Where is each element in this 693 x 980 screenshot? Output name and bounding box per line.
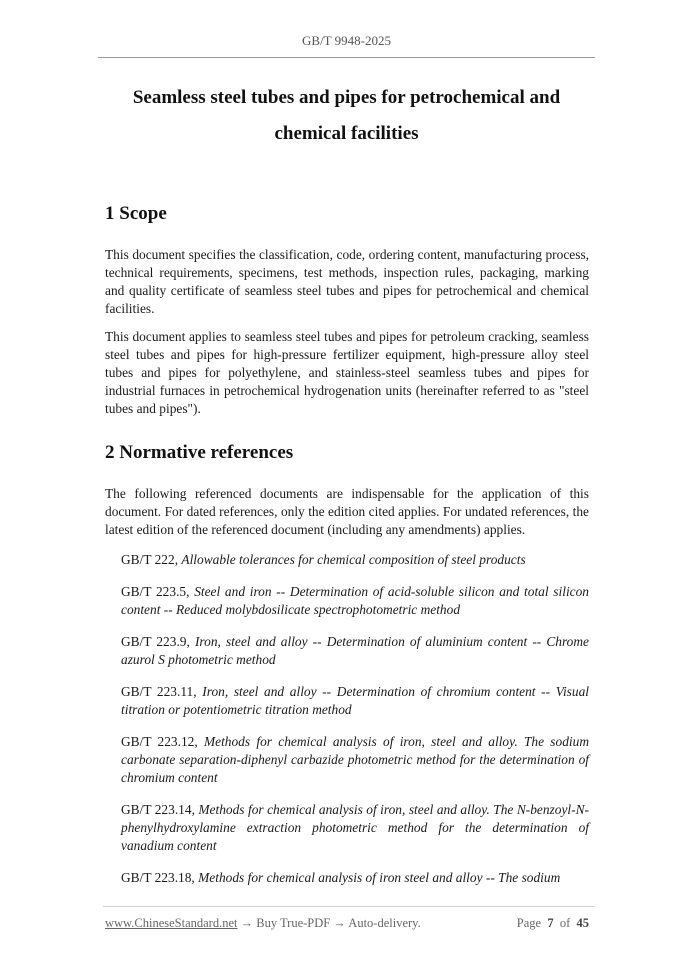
reference-code: GB/T 223.14,: [121, 802, 199, 817]
reference-code: GB/T 223.18,: [121, 870, 199, 885]
reference-title: Methods for chemical analysis of iron steel and alloy -- The sodium: [198, 870, 561, 885]
title-line-1: Seamless steel tubes and pipes for petrochemical and: [132, 87, 561, 108]
page-total: 45: [576, 916, 589, 930]
normative-intro-paragraph: The following referenced documents are indispensable for the application of this document. For dated references, only the edition cited applies. For undated references, the latest edition of the referenced document (including any amendments) applies.: [105, 486, 589, 537]
reference-code: GB/T 223.11,: [121, 684, 203, 699]
reference-code: GB/T 223.12,: [121, 734, 204, 749]
reference-title: Methods for chemical analysis of iron, steel and alloy. The N-benzoyl-N-phenylhydroxylamine extraction photometric method for the determination of vanadium content: [121, 802, 589, 853]
document-body: [105, 202, 589, 901]
page-label: Page: [516, 916, 542, 930]
section-normative-references: [105, 441, 589, 887]
scope-paragraph-1: This document specifies the classification, code, ordering content, manufacturing process, technical requirements, specimens, test methods, inspection rules, packaging, marking and quality certificate of seamless steel tubes and pipes for petrochemical and chemical facilities.: [105, 247, 589, 316]
footer-promo-text: → Buy True-PDF → Auto-delivery.: [237, 916, 421, 930]
section-scope: [105, 202, 589, 418]
reference-item: [121, 551, 589, 569]
chinesestandard-link[interactable]: www.ChineseStandard.net: [105, 916, 238, 930]
header-divider: [98, 57, 595, 58]
reference-code: GB/T 223.9,: [121, 634, 195, 649]
title-line-2: chemical facilities: [274, 123, 419, 144]
reference-item: [121, 801, 589, 855]
reference-code: GB/T 222,: [121, 552, 182, 567]
page-indicator: [517, 916, 589, 931]
reference-code: GB/T 223.5,: [121, 584, 195, 599]
section-heading-scope: 1 Scope: [105, 203, 167, 224]
reference-item: [121, 683, 589, 719]
reference-item: [121, 869, 589, 887]
reference-title: Iron, steel and alloy -- Determination of chromium content -- Visual titration or potentiometric titration method: [121, 684, 589, 717]
document-title: [98, 80, 595, 152]
reference-title: Allowable tolerances for chemical composition of steel products: [181, 552, 526, 567]
reference-title: Methods for chemical analysis of iron, steel and alloy. The sodium carbonate separation-diphenyl carbazide photometric method for the determination of chromium content: [121, 734, 589, 785]
running-header: GB/T 9948-2025: [302, 33, 391, 48]
page-of-label: of: [559, 916, 571, 930]
scope-paragraph-2: This document applies to seamless steel tubes and pipes for petroleum cracking, seamless steel tubes and pipes for high-pressure fertilizer equipment, high-pressure alloy steel tubes and pipes for polyethylene, and stainless-steel seamless tubes and pipes for industrial furnaces in petrochemical hydrogenation units (hereinafter referred to as "steel tubes and pipes").: [105, 329, 589, 416]
reference-item: [121, 733, 589, 787]
reference-title: Iron, steel and alloy -- Determination of aluminium content -- Chrome azurol S photometric method: [121, 634, 589, 667]
page-current: 7: [547, 916, 554, 930]
reference-item: [121, 583, 589, 619]
reference-title: Steel and iron -- Determination of acid-soluble silicon and total silicon content -- Reduced molybdosilicate spectrophotometric method: [121, 584, 590, 617]
footer-divider: [103, 906, 595, 907]
page-footer: [105, 916, 589, 931]
section-heading-normative-references: 2 Normative references: [105, 442, 294, 463]
footer-promo: [105, 916, 421, 931]
reference-item: [121, 633, 589, 669]
